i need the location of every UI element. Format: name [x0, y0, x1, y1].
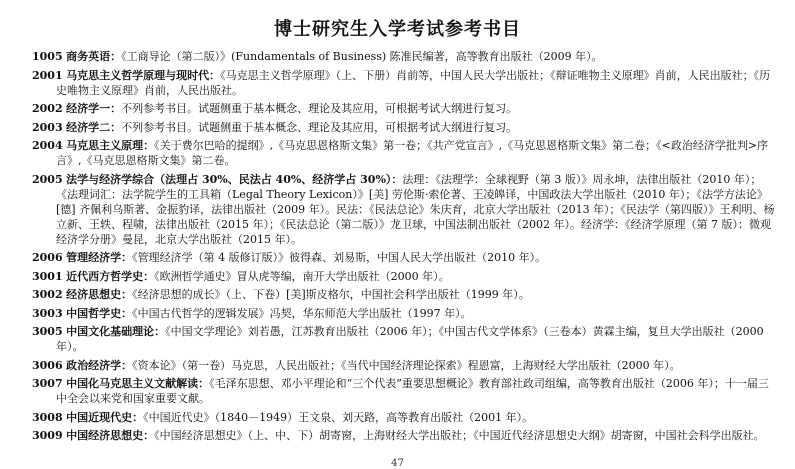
- course-code: 3001: [32, 269, 63, 283]
- reference-text: 《毛泽东思想、邓小平理论和“三个代表”重要思想概论》教育部社政司组编，高等教育出版社（2006 年）；十一届三中全会以来党和国家重要文献。: [56, 377, 769, 405]
- course-code: 3003: [32, 306, 63, 320]
- course-subject: 近代西方哲学史：: [66, 269, 155, 283]
- course-code: 2005: [32, 172, 63, 186]
- page-number: 47: [391, 458, 404, 469]
- reference-text: 《中国近代史》（1840－1949）王文泉、刘天路，高等教育出版社（2001 年）。: [143, 410, 534, 424]
- course-subject: 政治经济学：: [66, 358, 133, 372]
- course-code: 3008: [32, 410, 63, 424]
- reference-text: 《中国文学理论》刘若愚，江苏教育出版社（2006 年）；《中国古代文学体系》（三卷本）黄霖主编，复旦大学出版社（2000 年）。: [56, 325, 764, 353]
- reference-text: 不列参考书目。试题侧重于基本概念、理论及其应用，可根据考试大纲进行复习。: [121, 102, 518, 115]
- reference-entry: [32, 49, 777, 64]
- course-subject: 法学与经济学综合（法理占 30%、民法占 40%、经济学占 30%）：: [66, 172, 403, 186]
- course-code: 3002: [32, 288, 63, 301]
- reference-text: 《马克思主义哲学原理》（上、下册）肖前等，中国人民大学出版社；《辩证唯物主义原理》肖前，人民出版社；《历史唯物主义原理》肖前，人民出版社。: [56, 68, 771, 97]
- course-code: 3007: [32, 377, 63, 390]
- course-subject: 中国近现代史：: [66, 410, 144, 424]
- reference-text: 法理：《法理学：全球视野（第 3 版）》周永坤，法律出版社（2010 年）；《法理词汇：法学院学生的工具箱（Legal Theory Lexicon）》[美] 劳伦斯·索伦著、王凌皞译，中国政法大学出版社（2010 年）；《法学方法论》[德] 齐佩利乌斯著、金振豹译，法律出版社（2009 年）。民法：《民法总论》朱庆育，北京大学出版社（2013 年）；《民法学（第四版）》王利明、杨立新、王轶、程啸，法律出版社（2015 年）；《民法总论（第二版）》龙卫球，中国法制出版社（2002 年）。经济学：《经济学原理（第 7 版）：微观经济学分册》曼昆，北京大学出版社（2015 年）。: [56, 172, 775, 246]
- reference-entry: [32, 410, 777, 425]
- course-subject: 中国文化基础理论：: [66, 325, 166, 338]
- reference-entry: [32, 376, 777, 406]
- course-subject: 管理经济学：: [66, 251, 133, 264]
- course-subject: 中国化马克思主义文献解读：: [66, 377, 210, 390]
- reference-entry: [32, 138, 777, 168]
- course-code: 2006: [32, 251, 63, 264]
- reference-entry: [32, 68, 777, 98]
- course-subject: 中国经济思想史：: [66, 429, 155, 442]
- reference-entry: [32, 324, 777, 354]
- course-subject: 商务英语：: [66, 50, 122, 63]
- reference-entry: [32, 172, 777, 247]
- reference-entry: [32, 358, 777, 373]
- course-code: 3009: [32, 429, 63, 442]
- reference-text: 《资本论》（第一卷）马克思，人民出版社；《当代中国经济理论探索》程恩富，上海财经大学出版社（2000 年）。: [132, 358, 681, 372]
- course-code: 1005: [32, 50, 63, 63]
- course-code: 3006: [32, 358, 63, 372]
- reference-entry: [32, 269, 777, 284]
- page-title: 博士研究生入学考试参考书目: [274, 19, 521, 40]
- reference-entry: [32, 120, 777, 135]
- reference-text: 《中国经济思想史》（上、中、下）胡寄窗，上海财经大学出版社；《中国近代经济思想史大纲》胡寄窗，中国社会科学出版社。: [154, 429, 765, 442]
- reference-text: 《关于费尔巴哈的提纲》,《马克思恩格斯文集》第一卷；《共产党宣言》,《马克思恩格斯文集》第二卷；《<政治经济学批判>序言》,《马克思恩格斯文集》第二卷。: [56, 139, 769, 167]
- reference-entry: [32, 287, 777, 302]
- course-subject: 中国哲学史：: [66, 306, 133, 320]
- course-code: 2004: [32, 139, 63, 152]
- reference-entry: [32, 101, 777, 116]
- reference-text: 《经济思想的成长》（上、下卷）[美]斯皮格尔，中国社会科学出版社（1999 年）。: [132, 288, 530, 301]
- course-code: 2001: [32, 68, 63, 82]
- reference-entry: [32, 428, 777, 443]
- reference-entry: [32, 250, 777, 265]
- reference-list: [32, 49, 777, 447]
- course-code: 3005: [32, 325, 63, 338]
- course-code: 2002: [32, 102, 63, 115]
- reference-text: 《中国古代哲学的逻辑发展》冯契，华东师范大学出版社（1997 年）。: [132, 306, 472, 320]
- reference-text: 《工商导论（第二版）》(Fundamentals of Business) 陈准民编著，高等教育出版社（2009 年）。: [121, 50, 603, 63]
- reference-entry: [32, 306, 777, 321]
- course-code: 2003: [32, 120, 63, 134]
- reference-text: 《欧洲哲学通史》冒从虎等编，南开大学出版社（2000 年）。: [154, 269, 450, 283]
- course-subject: 经济学二：: [66, 120, 122, 134]
- reference-text: 不列参考书目。试题侧重于基本概念、理论及其应用，可根据考试大纲进行复习。: [121, 120, 518, 134]
- course-subject: 马克思主义原理：: [66, 139, 155, 152]
- course-subject: 马克思主义哲学原理与现时代：: [66, 68, 221, 82]
- course-subject: 经济思想史：: [66, 288, 133, 301]
- reference-text: 《管理经济学（第 4 版修订版）》彼得森、刘易斯，中国人民大学出版社（2010 年）。: [132, 251, 547, 264]
- course-subject: 经济学一：: [66, 102, 122, 115]
